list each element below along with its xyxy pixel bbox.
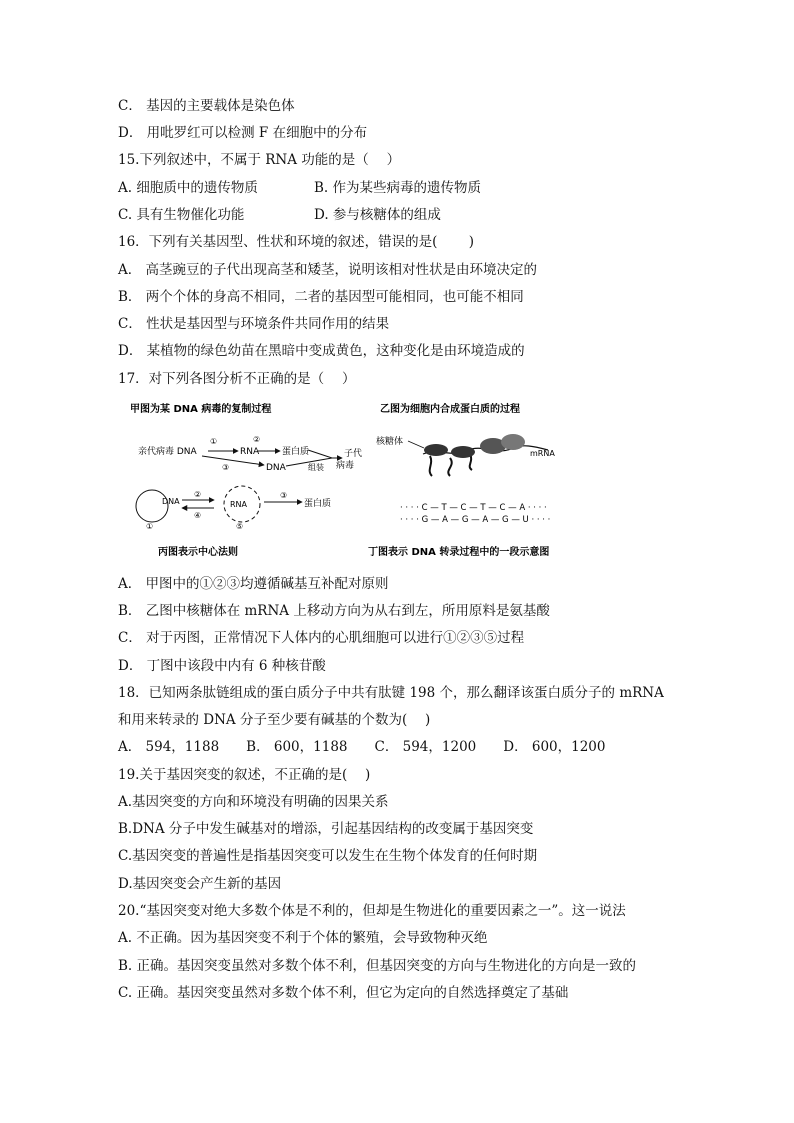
jia-child-label: 子代 (344, 449, 363, 459)
question-15: 15.下列叙述中，不属于 RNA 功能的是（ ） (118, 152, 401, 168)
jia-diagram (138, 435, 362, 473)
ding-top-strand: · · · · C — T — C — T — C — A · · · · (400, 503, 547, 513)
q19-option-b: B.DNA 分子中发生碱基对的增添，引起基因结构的改变属于基因突变 (118, 821, 534, 837)
bing-protein-label: 蛋白质 (304, 499, 332, 509)
q18-options: A． 594，1188 B． 600，1188 C． 594，1200 D． 600，1200 (118, 739, 606, 755)
bing-circle-4: ④ (194, 511, 202, 520)
jia-assembly-label: 组装 (308, 463, 324, 472)
yi-pointer (408, 441, 424, 448)
bing-rna-label: RNA (230, 500, 248, 509)
jia-circle-1: ① (210, 437, 218, 446)
q19-option-c: C.基因突变的普遍性是指基因突变可以发生在生物个体发育的任何时期 (118, 848, 538, 864)
q15-option-d: D. 参与核糖体的组成 (314, 207, 441, 223)
bing-diagram (136, 486, 331, 531)
yi-mrna-label: mRNA (530, 449, 555, 458)
q16-option-d: D． 某植物的绿色幼苗在黑暗中变成黄色，这种变化是由环境造成的 (118, 343, 525, 359)
q15-option-b: B. 作为某些病毒的遗传物质 (314, 180, 482, 196)
q16-option-a: A． 高茎豌豆的子代出现高茎和矮茎，说明该相对性状是由环境决定的 (118, 262, 538, 278)
yi-ribosome-label: 核糖体 (376, 437, 404, 447)
q17-option-c: C． 对于丙图，正常情况下人体内的心肌细胞可以进行①②③⑤过程 (118, 630, 525, 646)
question-17: 17．对下列各图分析不正确的是（ ） (118, 371, 356, 387)
jia-circle-3: ③ (222, 463, 230, 472)
q16-option-c: C． 性状是基因型与环境条件共同作用的结果 (118, 316, 390, 332)
bing-circle-5: ⑤ (236, 522, 244, 531)
q15-option-c: C. 具有生物催化功能 (118, 207, 245, 223)
jia-dna-label: DNA (266, 463, 286, 473)
question-16: 16．下列有关基因型、性状和环境的叙述，错误的是( ) (118, 234, 475, 250)
q20-option-c: C. 正确。基因突变虽然对多数个体不利，但它为定向的自然选择奠定了基础 (118, 985, 569, 1001)
bing-loop-1 (136, 490, 168, 522)
q19-option-d: D.基因突变会产生新的基因 (118, 876, 282, 892)
q20-option-b: B. 正确。基因突变虽然对多数个体不利，但基因突变的方向与生物进化的方向是一致的 (118, 958, 637, 974)
q19-option-a: A.基因突变的方向和环境没有明确的因果关系 (118, 794, 389, 810)
option-c-line: C． 基因的主要载体是染色体 (118, 98, 295, 114)
question-18-cont: 和用来转录的 DNA 分子至少要有碱基的个数为( ) (118, 712, 431, 728)
option-d-line: D． 用吡罗红可以检测 F 在细胞中的分布 (118, 125, 368, 141)
yi-ribosome-1 (424, 444, 448, 456)
bing-title: 丙图表示中心法则 (158, 547, 238, 558)
question-18: 18．已知两条肽链组成的蛋白质分子中共有肽键 198 个，那么翻译该蛋白质分子的 mRNA (118, 685, 664, 701)
q17-option-b: B． 乙图中核糖体在 mRNA 上移动方向为从右到左，所用原料是氨基酸 (118, 603, 550, 619)
yi-ribosome-4 (501, 434, 525, 450)
q17-option-d: D． 丁图中该段中内有 6 种核苷酸 (118, 658, 326, 674)
jia-rna-label: RNA (240, 447, 260, 457)
q15-option-a: A. 细胞质中的遗传物质 (118, 180, 258, 196)
jia-arrow-3 (202, 456, 264, 465)
q16-option-b: B． 两个个体的身高不相同，二者的基因型可能相同，也可能不相同 (118, 289, 524, 305)
bing-circle-3: ③ (280, 491, 288, 500)
q20-option-a: A. 不正确。因为基因突变不利于个体的繁殖，会导致物种灭绝 (118, 930, 488, 946)
yi-ribosome-2 (451, 446, 475, 458)
jia-join-top (308, 450, 332, 458)
q17-figure (118, 398, 588, 564)
jia-parent-label: 亲代病毒 DNA (138, 447, 197, 457)
ding-diagram (400, 503, 550, 525)
jia-title: 甲图为某 DNA 病毒的复制过程 (130, 404, 272, 415)
bing-dna-label: DNA (162, 497, 180, 506)
ding-bottom-strand: · · · · G — A — G — A — G — U · · · · (400, 515, 551, 525)
q17-option-a: A． 甲图中的①②③均遵循碱基互补配对原则 (118, 576, 389, 592)
question-19: 19.关于基因突变的叙述，不正确的是( ) (118, 767, 371, 783)
ding-title: 丁图表示 DNA 转录过程中的一段示意图 (368, 547, 550, 558)
yi-title: 乙图为细胞内合成蛋白质的过程 (380, 404, 520, 415)
jia-virus-label: 病毒 (336, 461, 355, 471)
jia-protein-label: 蛋白质 (282, 447, 310, 457)
jia-circle-2: ② (253, 435, 261, 444)
bing-circle-2: ② (194, 490, 202, 499)
bing-circle-1: ① (146, 522, 154, 531)
question-20: 20.“基因突变对绝大多数个体是不利的，但却是生物进化的重要因素之一”。这一说法 (118, 903, 626, 919)
yi-diagram (376, 434, 555, 476)
